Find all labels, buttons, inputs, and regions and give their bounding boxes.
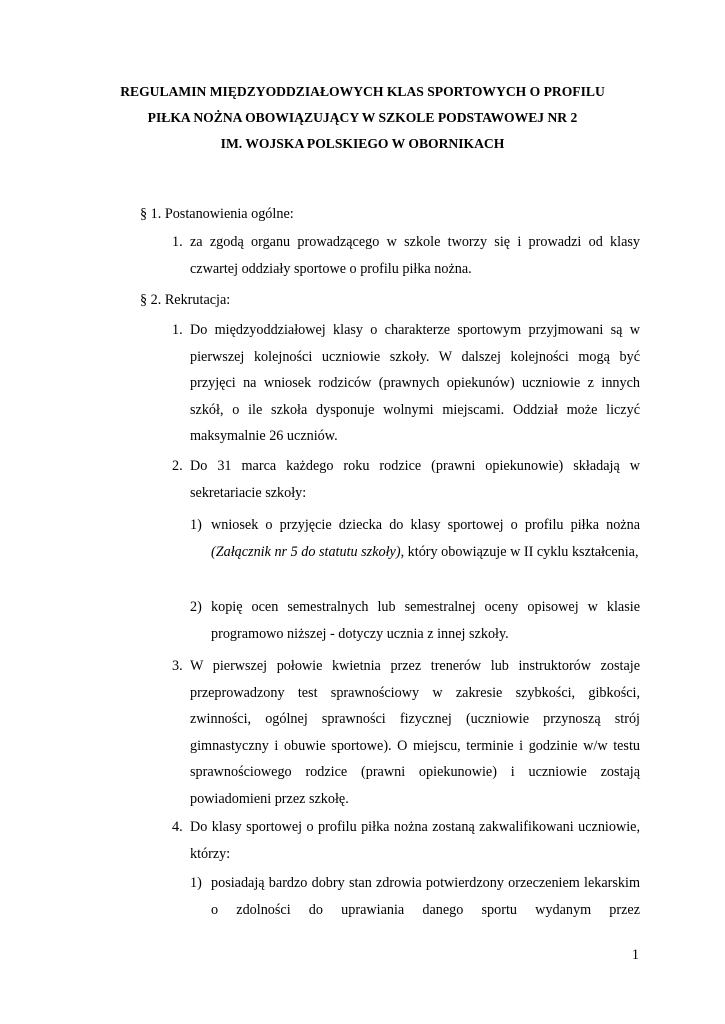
title-line-2: PIŁKA NOŻNA OBOWIĄZUJĄCY W SZKOLE PODSTAWOWEJ NR 2 xyxy=(147,110,578,125)
section-2-item-4-text: Do klasy sportowej o profilu piłka nożna zostaną zakwalifikowani uczniowie, którzy: xyxy=(190,819,640,862)
statute-attachment-reference: (Załącznik nr 5 do statutu szkoły) xyxy=(211,543,401,560)
section-2-item-2-text: Do 31 marca każdego roku rodzice (prawni opiekunowie) składają w sekretariacie szkoły: xyxy=(190,458,640,501)
section-2-heading: § 2. Rekrutacja: xyxy=(140,292,231,308)
section-1-heading: § 1. Postanowienia ogólne: xyxy=(140,206,294,222)
section-2-item-2-sub-1-number: 1) xyxy=(190,517,202,533)
section-1-item-1-text: za zgodą organu prowadzącego w szkole tworzy się i prowadzi od klasy czwartej oddziały sportowe o profilu piłka nożna. xyxy=(190,234,640,277)
section-2-item-2-sub-2-text: kopię ocen semestralnych lub semestralnej oceny opisowej w klasie programowo niższej - dotyczy ucznia z innej szkoły. xyxy=(211,599,640,642)
title-line-1: REGULAMIN MIĘDZYODDZIAŁOWYCH KLAS SPORTOWYCH O PROFILU xyxy=(120,84,605,99)
section-2-item-4-sub-1-text: posiadają bardzo dobry stan zdrowia potwierdzony orzeczeniem lekarskim o zdolności do uprawiania danego sportu wydanym przez xyxy=(211,875,640,918)
section-2-item-2-sub-1-text: wniosek o przyjęcie dziecka do klasy sportowej o profilu piłka nożna (Załącznik nr 5 do statutu szkoły), który obowiązuje w II cyklu kształcenia, xyxy=(211,517,640,560)
section-1-item-1-number: 1. xyxy=(172,234,183,250)
section-2-item-3-number: 3. xyxy=(172,658,183,674)
section-2-item-2-sub-2-number: 2) xyxy=(190,599,202,615)
section-2-item-3-text: W pierwszej połowie kwietnia przez trenerów lub instruktorów zostaje przeprowadzony test sprawnościowy w zakresie szybkości, gibkości, zwinności, ogólnej sprawności fizycznej (uczniowie przynoszą strój gimnastyczny i obuwie sportowe). O miejscu, terminie i godzinie w/w testu sprawnościowego rodzice (prawni opiekunowie) i uczniowie zostają powiadomieni przez szkołę. xyxy=(190,658,640,807)
document-title xyxy=(0,79,725,157)
section-2-item-1-text: Do międzyoddziałowej klasy o charakterze sportowym przyjmowani są w pierwszej kolejności uczniowie szkoły. W dalszej kolejności mogą być przyjęci na wniosek rodziców (prawnych opiekunów) uczniowie z innych szkół, o ile szkoła dysponuje wolnymi miejscami. Oddział może liczyć maksymalnie 26 uczniów. xyxy=(190,322,640,445)
section-2-item-1-number: 1. xyxy=(172,322,183,338)
title-line-3: IM. WOJSKA POLSKIEGO W OBORNIKACH xyxy=(220,136,505,151)
section-2-item-4-number: 4. xyxy=(172,819,183,835)
section-2-item-4-sub-1-number: 1) xyxy=(190,875,202,891)
page-number: 1 xyxy=(631,947,639,963)
section-2-item-2-number: 2. xyxy=(172,458,183,474)
